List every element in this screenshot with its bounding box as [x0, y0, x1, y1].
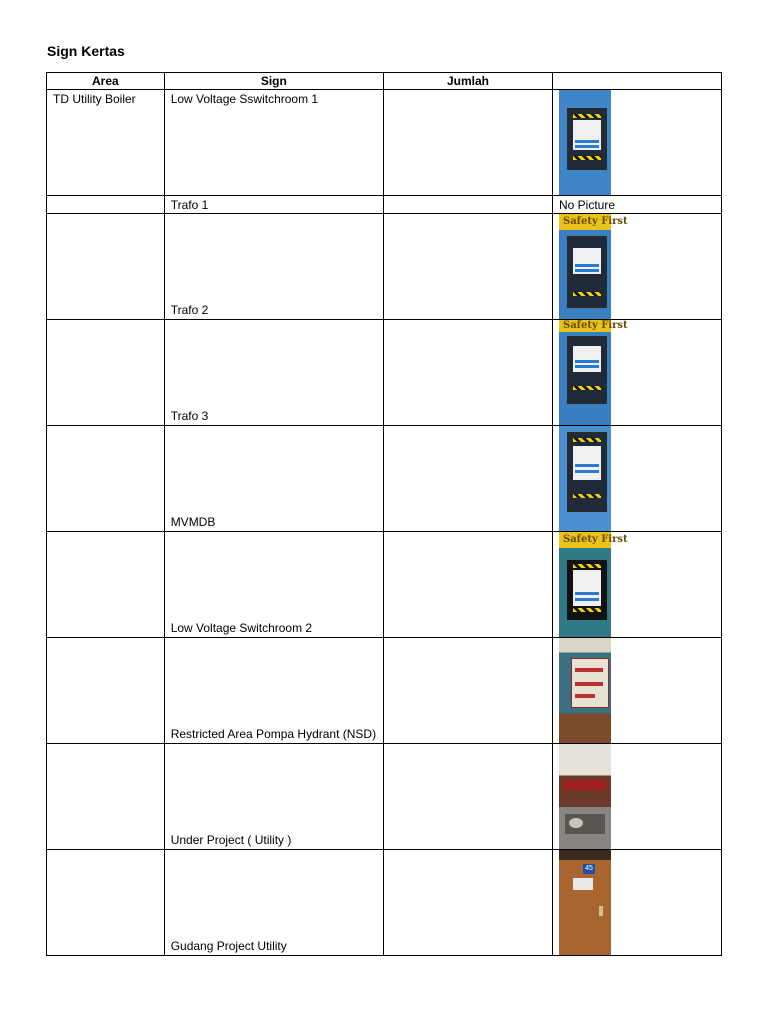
picture-cell	[552, 638, 721, 744]
safety-first-banner: Safety First	[559, 320, 611, 332]
area-cell	[47, 320, 165, 426]
picture-cell	[552, 214, 721, 320]
sign-cell: Restricted Area Pompa Hydrant (NSD)	[164, 638, 383, 744]
table-row	[47, 638, 722, 744]
table-row	[47, 214, 722, 320]
sign-photo	[559, 426, 611, 531]
sign-cell: MVMDB	[164, 426, 383, 532]
sign-photo	[559, 90, 611, 195]
picture-cell	[552, 196, 721, 214]
table-row	[47, 426, 722, 532]
picture-cell	[552, 426, 721, 532]
sign-cell: Under Project ( Utility )	[164, 744, 383, 850]
header-sign: Sign	[164, 73, 383, 90]
area-cell	[47, 214, 165, 320]
safety-first-banner: Safety First	[559, 214, 611, 230]
table-row	[47, 744, 722, 850]
safety-first-banner: Safety First	[559, 532, 611, 548]
picture-cell	[552, 744, 721, 850]
sign-cell: Trafo 2	[164, 214, 383, 320]
area-cell	[47, 744, 165, 850]
header-picture	[552, 73, 721, 90]
table-row	[47, 196, 722, 214]
table-row	[47, 850, 722, 956]
sign-cell: Trafo 3	[164, 320, 383, 426]
no-picture-text: No Picture	[558, 198, 616, 212]
sign-cell: Trafo 1	[164, 196, 383, 214]
table-row	[47, 320, 722, 426]
jumlah-cell	[383, 744, 552, 850]
document-title: Sign Kertas	[47, 43, 125, 59]
header-jumlah: Jumlah	[383, 73, 552, 90]
table-header-row	[47, 73, 722, 90]
area-cell: TD Utility Boiler	[47, 90, 165, 196]
table-row	[47, 90, 722, 196]
jumlah-cell	[383, 426, 552, 532]
area-cell	[47, 850, 165, 956]
sign-cell: Gudang Project Utility	[164, 850, 383, 956]
door-number-sign: 45	[583, 864, 595, 874]
jumlah-cell	[383, 532, 552, 638]
picture-cell	[552, 850, 721, 956]
picture-cell	[552, 320, 721, 426]
area-cell	[47, 638, 165, 744]
sign-photo	[559, 850, 611, 955]
sign-photo	[559, 320, 628, 425]
picture-cell	[552, 532, 721, 638]
picture-cell	[552, 90, 721, 196]
sign-cell: Low Voltage Switchroom 2	[164, 532, 383, 638]
sign-photo	[559, 214, 628, 319]
area-cell	[47, 426, 165, 532]
sign-photo	[559, 744, 611, 849]
jumlah-cell	[383, 90, 552, 196]
jumlah-cell	[383, 320, 552, 426]
table-row	[47, 532, 722, 638]
sign-table	[46, 72, 722, 956]
sign-photo	[559, 638, 611, 743]
jumlah-cell	[383, 214, 552, 320]
jumlah-cell	[383, 196, 552, 214]
area-cell	[47, 532, 165, 638]
jumlah-cell	[383, 638, 552, 744]
area-cell	[47, 196, 165, 214]
header-area: Area	[47, 73, 165, 90]
sign-photo	[559, 532, 628, 637]
sign-cell: Low Voltage Sswitchroom 1	[164, 90, 383, 196]
jumlah-cell	[383, 850, 552, 956]
